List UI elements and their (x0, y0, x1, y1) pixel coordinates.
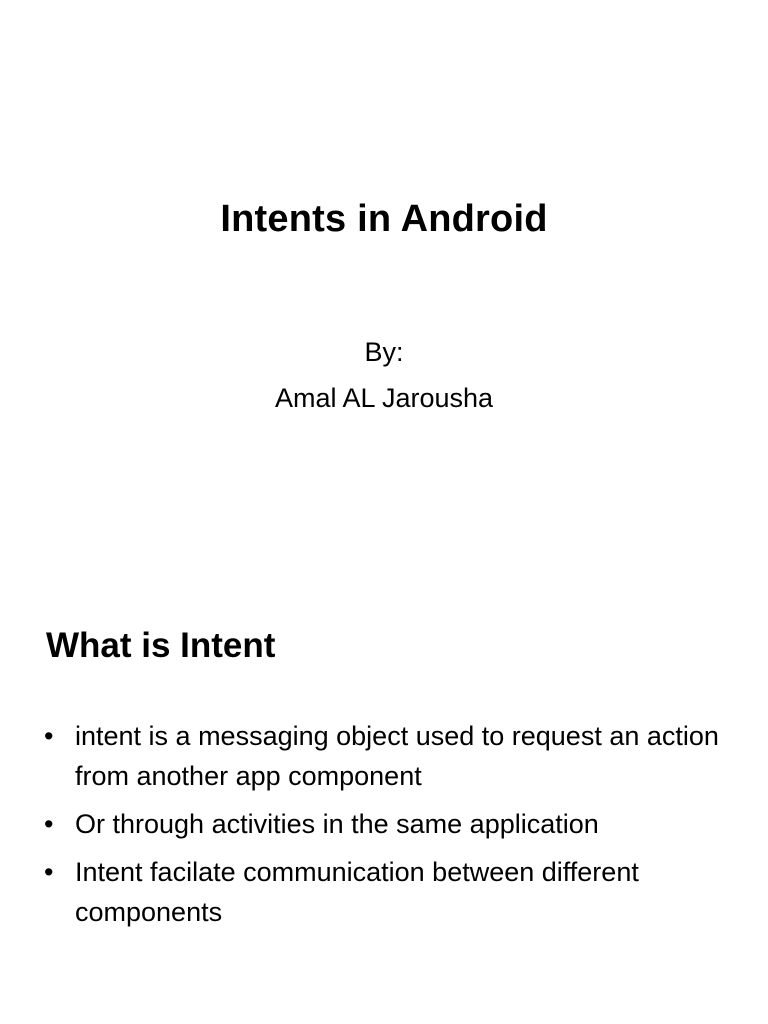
bullet-icon: • (44, 721, 54, 751)
bullet-text: Or through activities in the same application (75, 809, 599, 839)
bullet-icon: • (44, 857, 54, 887)
bullet-list (44, 716, 734, 940)
bullet-item (44, 852, 734, 932)
bullet-item (44, 716, 734, 796)
bullet-text: Intent facilate communication between different components (75, 857, 639, 927)
author-name: Amal AL Jarousha (274, 383, 494, 413)
section-heading: What is Intent (46, 626, 276, 665)
bullet-text: intent is a messaging object used to request an action from another app component (75, 721, 719, 791)
by-label: By: (364, 337, 404, 367)
bullet-item (44, 804, 734, 844)
slide-title: Intents in Android (220, 198, 548, 240)
bullet-icon: • (44, 809, 54, 839)
content-slide (0, 576, 768, 1024)
